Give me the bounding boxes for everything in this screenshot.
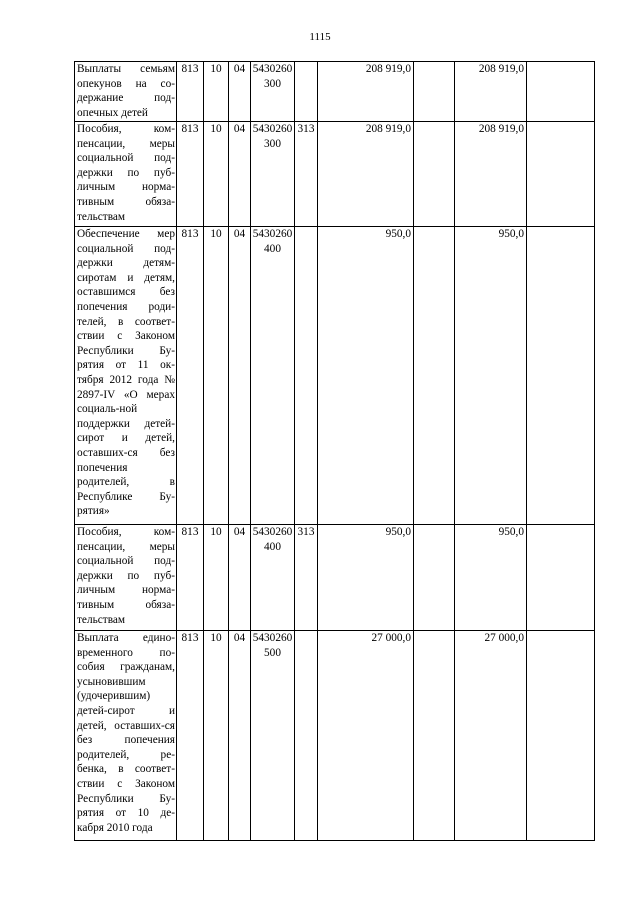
amount-col2-cell — [414, 631, 455, 841]
amount-col4-cell — [527, 62, 595, 122]
amount-total-cell: 208 919,0 — [318, 62, 414, 122]
amount-col3-cell: 950,0 — [455, 227, 527, 525]
subsection-code-cell: 04 — [229, 227, 251, 525]
amount-col4-cell — [527, 122, 595, 227]
ministry-code-cell: 813 — [177, 631, 204, 841]
expense-name-cell: Выплаты семьям опекунов на со-держание под-опечных детей — [75, 62, 177, 122]
target-article-cell: 5430260500 — [251, 631, 295, 841]
expense-name-cell: Выплата едино-временного по-собия гражданам, усыновившим (удочерившим) детей-сирот и детей, оставших-ся без попечения родителей, ре-бенка, в соответ-ствии с Законом Республики Бу-рятия от 10 де-кабря 2010 года — [75, 631, 177, 841]
subsection-code-cell: 04 — [229, 122, 251, 227]
amount-total-cell: 27 000,0 — [318, 631, 414, 841]
section-code-cell: 10 — [204, 631, 229, 841]
budget-table — [74, 61, 595, 841]
expense-type-cell — [295, 62, 318, 122]
table-row — [75, 122, 595, 227]
table-row — [75, 62, 595, 122]
target-article-cell: 5430260400 — [251, 525, 295, 631]
amount-col4-cell — [527, 631, 595, 841]
amount-total-cell: 950,0 — [318, 525, 414, 631]
section-code-cell: 10 — [204, 122, 229, 227]
expense-type-cell — [295, 227, 318, 525]
amount-col3-cell: 950,0 — [455, 525, 527, 631]
amount-col3-cell: 27 000,0 — [455, 631, 527, 841]
ministry-code-cell: 813 — [177, 525, 204, 631]
amount-col4-cell — [527, 227, 595, 525]
subsection-code-cell: 04 — [229, 631, 251, 841]
ministry-code-cell: 813 — [177, 62, 204, 122]
table-row — [75, 227, 595, 525]
amount-total-cell: 208 919,0 — [318, 122, 414, 227]
ministry-code-cell: 813 — [177, 227, 204, 525]
table-row — [75, 525, 595, 631]
amount-col3-cell: 208 919,0 — [455, 62, 527, 122]
target-article-cell: 5430260300 — [251, 62, 295, 122]
table-row — [75, 631, 595, 841]
page-number: 1115 — [309, 31, 331, 43]
subsection-code-cell: 04 — [229, 62, 251, 122]
section-code-cell: 10 — [204, 62, 229, 122]
section-code-cell: 10 — [204, 227, 229, 525]
target-article-cell: 5430260400 — [251, 227, 295, 525]
section-code-cell: 10 — [204, 525, 229, 631]
expense-name-cell: Пособия, ком-пенсации, меры социальной под-держки по пуб-личным норма-тивным обяза-тельствам — [75, 122, 177, 227]
amount-col2-cell — [414, 227, 455, 525]
amount-col4-cell — [527, 525, 595, 631]
amount-col3-cell: 208 919,0 — [455, 122, 527, 227]
ministry-code-cell: 813 — [177, 122, 204, 227]
expense-name-cell: Пособия, ком-пенсации, меры социальной под-держки по пуб-личным норма-тивным обяза-тельствам — [75, 525, 177, 631]
amount-col2-cell — [414, 62, 455, 122]
amount-col2-cell — [414, 525, 455, 631]
subsection-code-cell: 04 — [229, 525, 251, 631]
amount-total-cell: 950,0 — [318, 227, 414, 525]
expense-type-cell — [295, 631, 318, 841]
table-body — [75, 62, 595, 841]
target-article-cell: 5430260300 — [251, 122, 295, 227]
amount-col2-cell — [414, 122, 455, 227]
expense-type-cell: 313 — [295, 525, 318, 631]
expense-name-cell: Обеспечение мер социальной под-держки детям-сиротам и детям, оставшимся без попечения роди-телей, в соответ-ствии с Законом Республики Бу-рятия от 11 ок-тября 2012 года № 2897-IV «О мерах социаль-ной поддержки детей-сирот и детей, оставших-ся без попечения родителей, в Республике Бу-рятия» — [75, 227, 177, 525]
expense-type-cell: 313 — [295, 122, 318, 227]
